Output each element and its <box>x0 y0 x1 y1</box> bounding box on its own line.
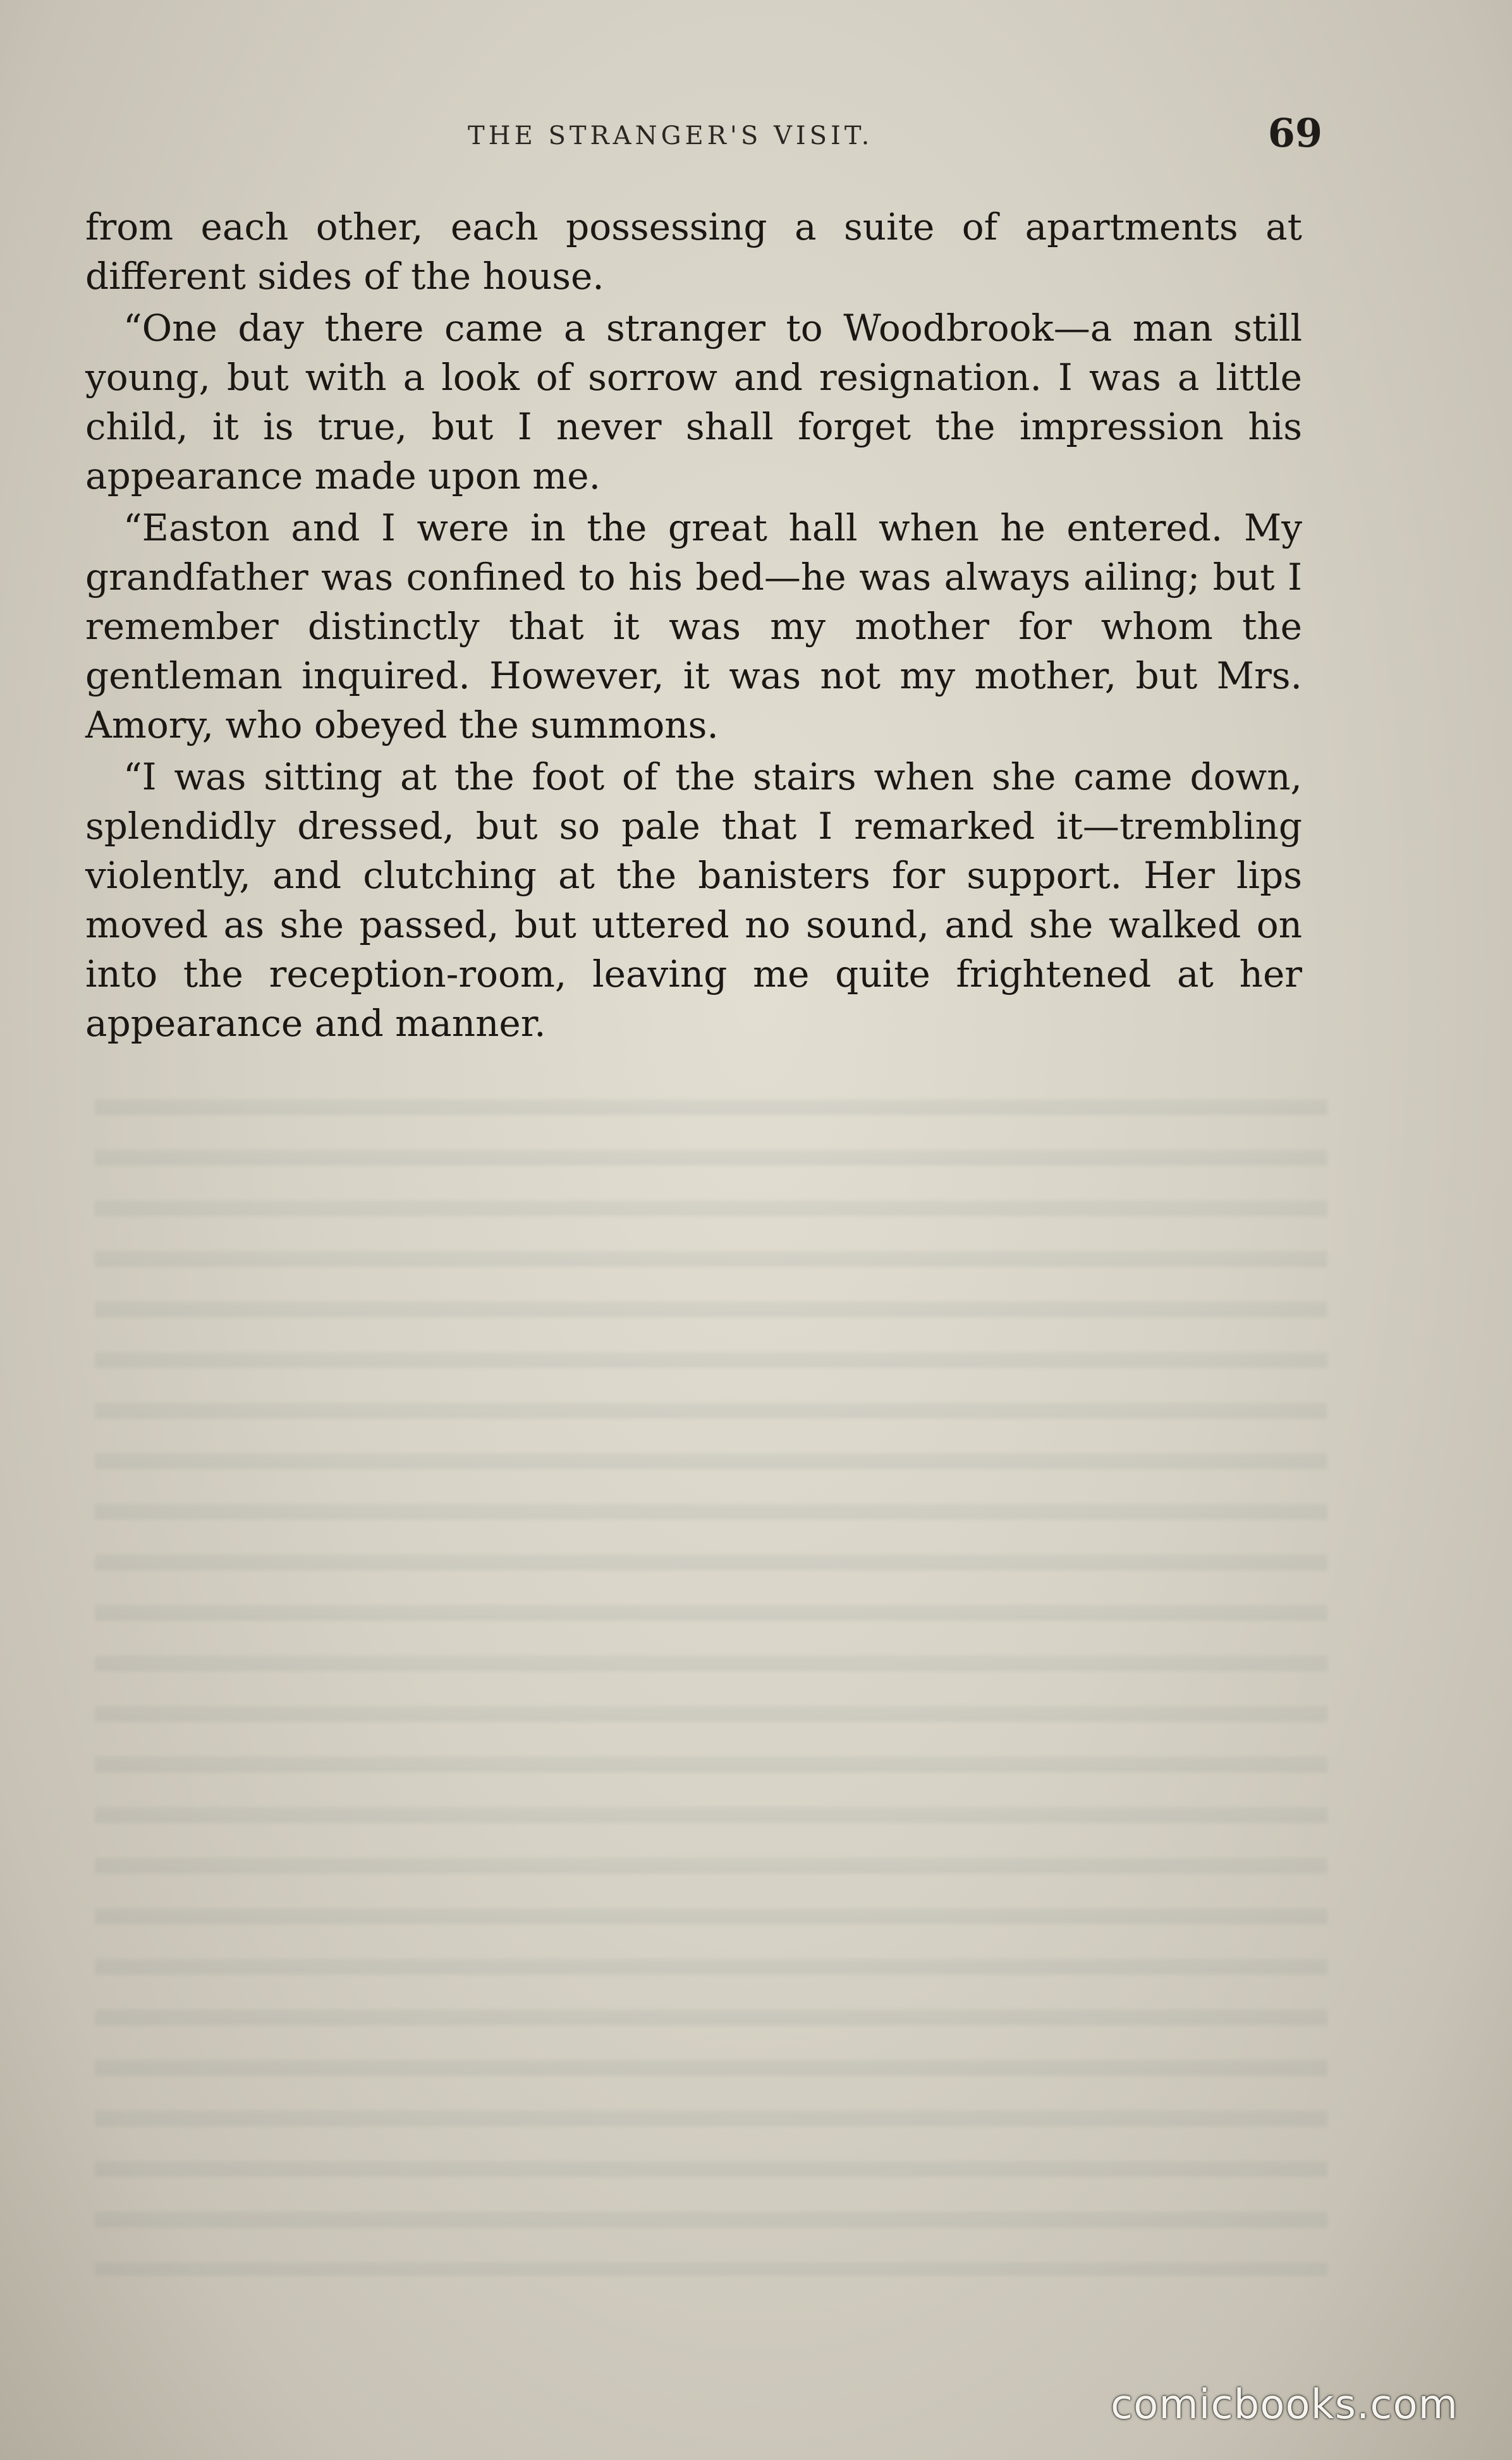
page-number: 69 <box>1267 110 1322 156</box>
body-text <box>85 202 1302 1050</box>
paragraph: “One day there came a stranger to Woodbrook—a man still young, but with a look of sorrow and resignation. I was a little child, it is true, but I never shall forget the impression his appearance made upon me. <box>85 307 1302 497</box>
paragraph: “I was sitting at the foot of the stairs when she came down, splendidly dressed, but so pale that I remarked it—trembling violently, and clutching at the banisters for support. Her lips moved as she passed, but uttered no sound, and she walked on into the reception-room, leaving me quite frightened at her appearance and manner. <box>85 755 1302 1045</box>
page-header <box>0 95 1512 171</box>
watermark: comicbooks.com <box>1110 2382 1458 2428</box>
paragraph: “Easton and I were in the great hall when he entered. My grandfather was confined to his bed—he was always ailing; but I remember distinctly that it was my mother for whom the gentleman inquired. However, it was not my mother, but Mrs. Amory, who obeyed the summons. <box>85 506 1302 746</box>
show-through-text <box>95 1075 1327 2275</box>
running-title: THE STRANGER'S VISIT. <box>468 121 874 150</box>
paragraph: from each other, each possessing a suite of apartments at different sides of the house. <box>85 205 1302 298</box>
